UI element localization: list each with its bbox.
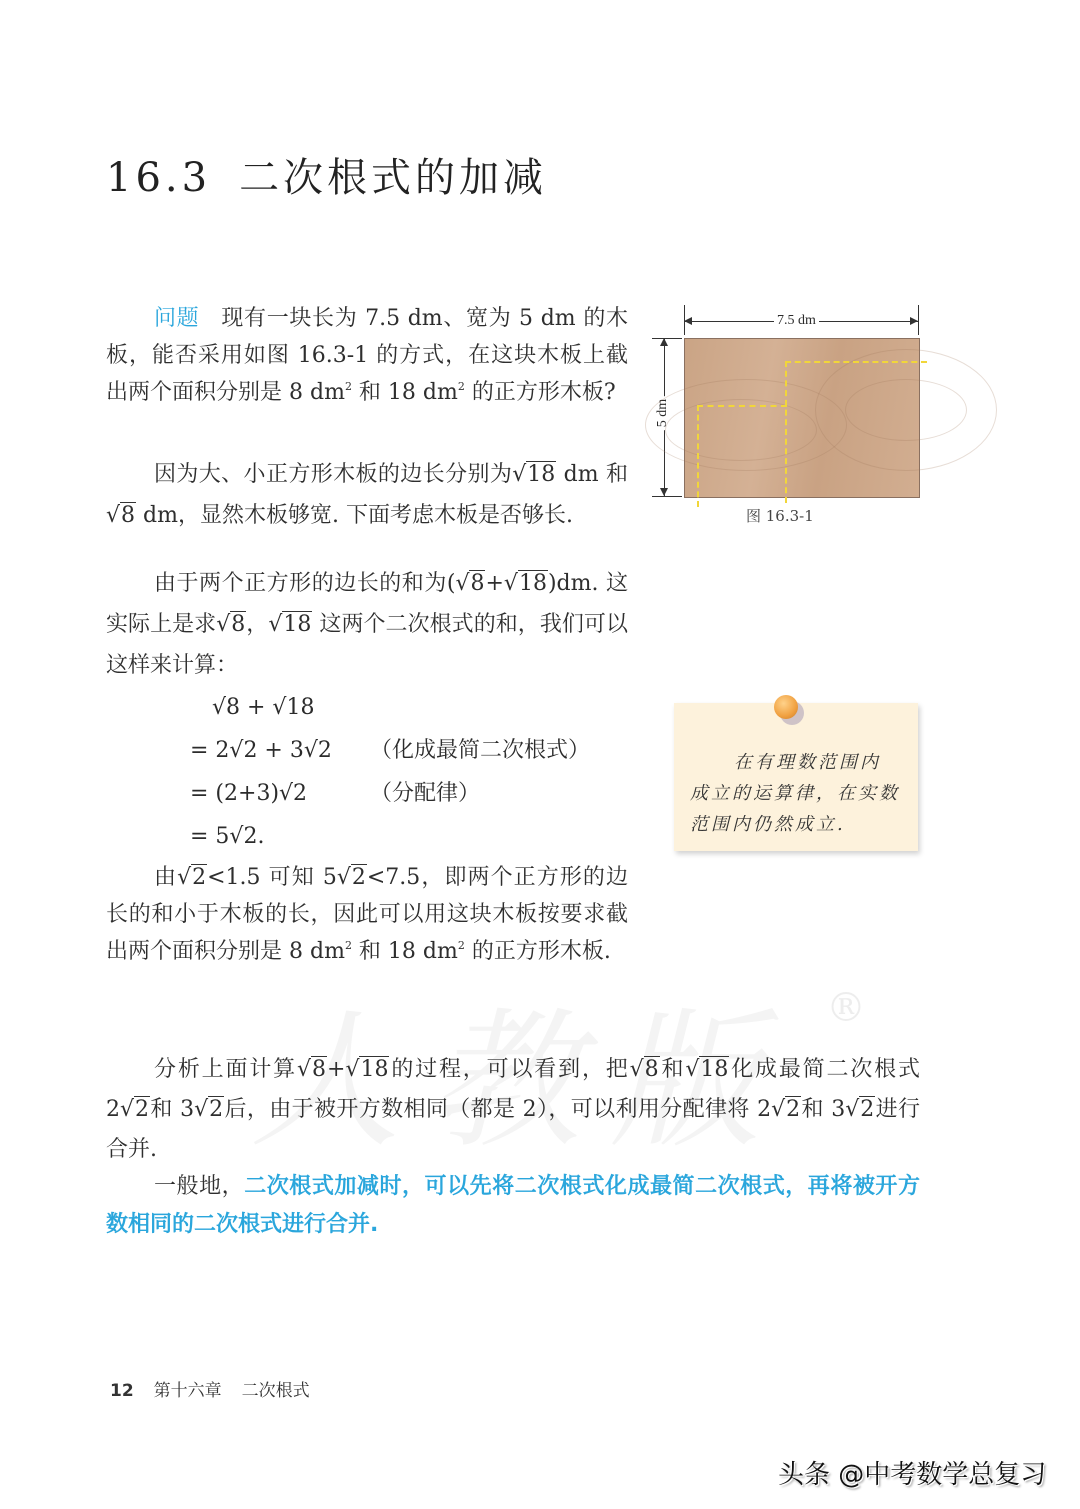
sqrt-expression: √18 bbox=[685, 1057, 729, 1082]
radicand: 2 bbox=[209, 1097, 224, 1122]
radicand: 8 bbox=[121, 503, 136, 528]
sqrt-expression: √2 bbox=[336, 865, 366, 890]
radicand: 2 bbox=[860, 1097, 875, 1122]
chapter-label: 第十六章 bbox=[153, 1381, 222, 1401]
arrow-left-icon bbox=[684, 317, 692, 325]
sqrt-expression: √18 bbox=[512, 462, 556, 487]
text: )dm. 这实际上是求 bbox=[106, 571, 628, 637]
radicand: 18 bbox=[527, 462, 556, 487]
figure-caption: 图 16.3-1 bbox=[746, 507, 814, 525]
calc-note: （化成最简二次根式） bbox=[370, 738, 591, 763]
problem-text: 的正方形木板? bbox=[464, 380, 616, 405]
text: dm，显然木板够宽. 下面考虑木板是否够长. bbox=[136, 503, 573, 528]
text: 一般地， bbox=[154, 1174, 245, 1199]
pushpin-icon bbox=[774, 695, 798, 719]
arrow-up-icon bbox=[660, 338, 668, 346]
radicand: 18 bbox=[700, 1057, 729, 1082]
plus-sign: + bbox=[485, 571, 504, 596]
radicand: 18 bbox=[518, 571, 547, 596]
analysis-paragraph bbox=[106, 1050, 920, 1170]
sqrt-expression: √8 bbox=[216, 612, 246, 637]
text: 后，由于被开方数相同（都是 2），可以利用分配律将 2 bbox=[224, 1097, 772, 1122]
rule-highlight: 二次根式加减时，可以先将二次根式化成最简二次根式，再将被开方数相同的二次根式进行合并. bbox=[106, 1174, 920, 1237]
problem-label: 问题 bbox=[154, 306, 200, 331]
width-label: 7.5 dm bbox=[774, 313, 819, 329]
section-number: 16.3 bbox=[106, 155, 212, 201]
sqrt-expression: √2 bbox=[771, 1097, 801, 1122]
wood-board bbox=[684, 338, 920, 498]
sqrt-expression: √2 bbox=[177, 865, 207, 890]
text: dm 和 bbox=[556, 462, 628, 487]
superscript: 2 bbox=[344, 380, 352, 393]
calc-expression: = 2√2 + 3√2 bbox=[190, 738, 332, 763]
rule-paragraph bbox=[106, 1168, 920, 1244]
sqrt-expression: √18 bbox=[503, 571, 547, 596]
text: 这两个二次根式的和，我们可以这样来计算： bbox=[106, 612, 628, 678]
arrow-right-icon bbox=[910, 317, 918, 325]
text: 和 3 bbox=[801, 1097, 846, 1122]
text: 因为大、小正方形木板的边长分别为 bbox=[154, 462, 513, 487]
calc-expression: √8 + √18 bbox=[212, 695, 315, 720]
dimension-tick bbox=[652, 496, 682, 497]
page-footer bbox=[110, 1376, 310, 1401]
text: 进行合并. bbox=[106, 1097, 921, 1162]
text: 和 18 dm bbox=[351, 939, 458, 964]
text: 由于两个正方形的边长的和为( bbox=[154, 571, 456, 596]
page-number: 12 bbox=[110, 1381, 134, 1401]
text: 和 3 bbox=[150, 1097, 195, 1122]
plus-sign: + bbox=[327, 1057, 346, 1082]
calc-row bbox=[190, 772, 590, 815]
radicand: 8 bbox=[231, 612, 246, 637]
calc-row bbox=[190, 815, 590, 858]
calc-expression: = (2+3)√2 bbox=[190, 781, 308, 806]
sqrt-expression: √2 bbox=[120, 1097, 150, 1122]
sqrt-expression: √8 bbox=[455, 571, 485, 596]
sqrt-expression: √2 bbox=[845, 1097, 875, 1122]
sticky-note bbox=[674, 703, 918, 851]
height-label: 5 dm bbox=[655, 396, 671, 430]
radicand: 8 bbox=[470, 571, 485, 596]
problem-paragraph bbox=[106, 300, 628, 411]
text: 的过程，可以看到，把 bbox=[389, 1057, 630, 1082]
calc-expression: = 5√2. bbox=[190, 824, 265, 849]
dimension-tick bbox=[918, 305, 919, 335]
radicand: 18 bbox=[360, 1057, 389, 1082]
note-line: 在有理数范围内 bbox=[734, 752, 881, 773]
sqrt-expression: √18 bbox=[345, 1057, 389, 1082]
text: 化成最简二次根式 2 bbox=[106, 1057, 920, 1122]
radicand: 2 bbox=[192, 865, 207, 890]
conclusion-paragraph bbox=[106, 859, 628, 970]
arrow-down-icon bbox=[660, 488, 668, 496]
calculation-block bbox=[190, 686, 590, 858]
text: <7.5，即两个正方形的边长的和小于木板的长，因此可以用这块木板按要求截出两个面积分别是 8 dm bbox=[106, 865, 628, 964]
section-title-text: 二次根式的加减 bbox=[239, 155, 548, 201]
superscript: 2 bbox=[344, 939, 352, 952]
calc-note: （分配律） bbox=[370, 781, 481, 806]
text: <1.5 可知 5 bbox=[207, 865, 337, 890]
text: 和 bbox=[659, 1057, 686, 1082]
radicand: 2 bbox=[351, 865, 366, 890]
radicand: 18 bbox=[283, 612, 312, 637]
sqrt-expression: √8 bbox=[296, 1057, 327, 1082]
radicand: 2 bbox=[135, 1097, 150, 1122]
note-line: 成立的运算律，在实数范围内仍然成立. bbox=[690, 783, 900, 835]
sqrt-expression: √8 bbox=[106, 503, 136, 528]
problem-text: 和 18 dm bbox=[351, 380, 458, 405]
wood-board-figure bbox=[652, 305, 922, 535]
radicand: 8 bbox=[644, 1057, 659, 1082]
sqrt-expression: √8 bbox=[629, 1057, 659, 1082]
calc-row bbox=[190, 729, 590, 772]
side-length-paragraph bbox=[106, 454, 628, 536]
text: ， bbox=[246, 612, 269, 637]
note-text bbox=[690, 747, 902, 840]
sum-paragraph bbox=[106, 563, 628, 686]
sqrt-expression: √2 bbox=[194, 1097, 224, 1122]
text: 分析上面计算 bbox=[154, 1057, 297, 1082]
radicand: 2 bbox=[786, 1097, 801, 1122]
chapter-title: 二次根式 bbox=[241, 1381, 310, 1401]
problem-text: 现有一块长为 7.5 dm、宽为 5 dm 的木板，能否采用如图 16.3-1 的方式，在这块木板上截出两个面积分别是 8 dm bbox=[106, 306, 628, 405]
small-square-cut-line bbox=[697, 405, 787, 507]
text: 由 bbox=[154, 865, 178, 890]
superscript: 2 bbox=[457, 939, 465, 952]
large-square-cut-line bbox=[785, 361, 927, 503]
source-watermark: 头条 @中考数学总复习 bbox=[778, 1460, 1047, 1490]
registered-mark-icon: ® bbox=[826, 985, 866, 1031]
radicand: 8 bbox=[312, 1057, 327, 1082]
section-title bbox=[106, 146, 547, 203]
sqrt-expression: √18 bbox=[268, 612, 312, 637]
superscript: 2 bbox=[457, 380, 465, 393]
text: 的正方形木板. bbox=[464, 939, 611, 964]
calc-row bbox=[190, 686, 590, 729]
